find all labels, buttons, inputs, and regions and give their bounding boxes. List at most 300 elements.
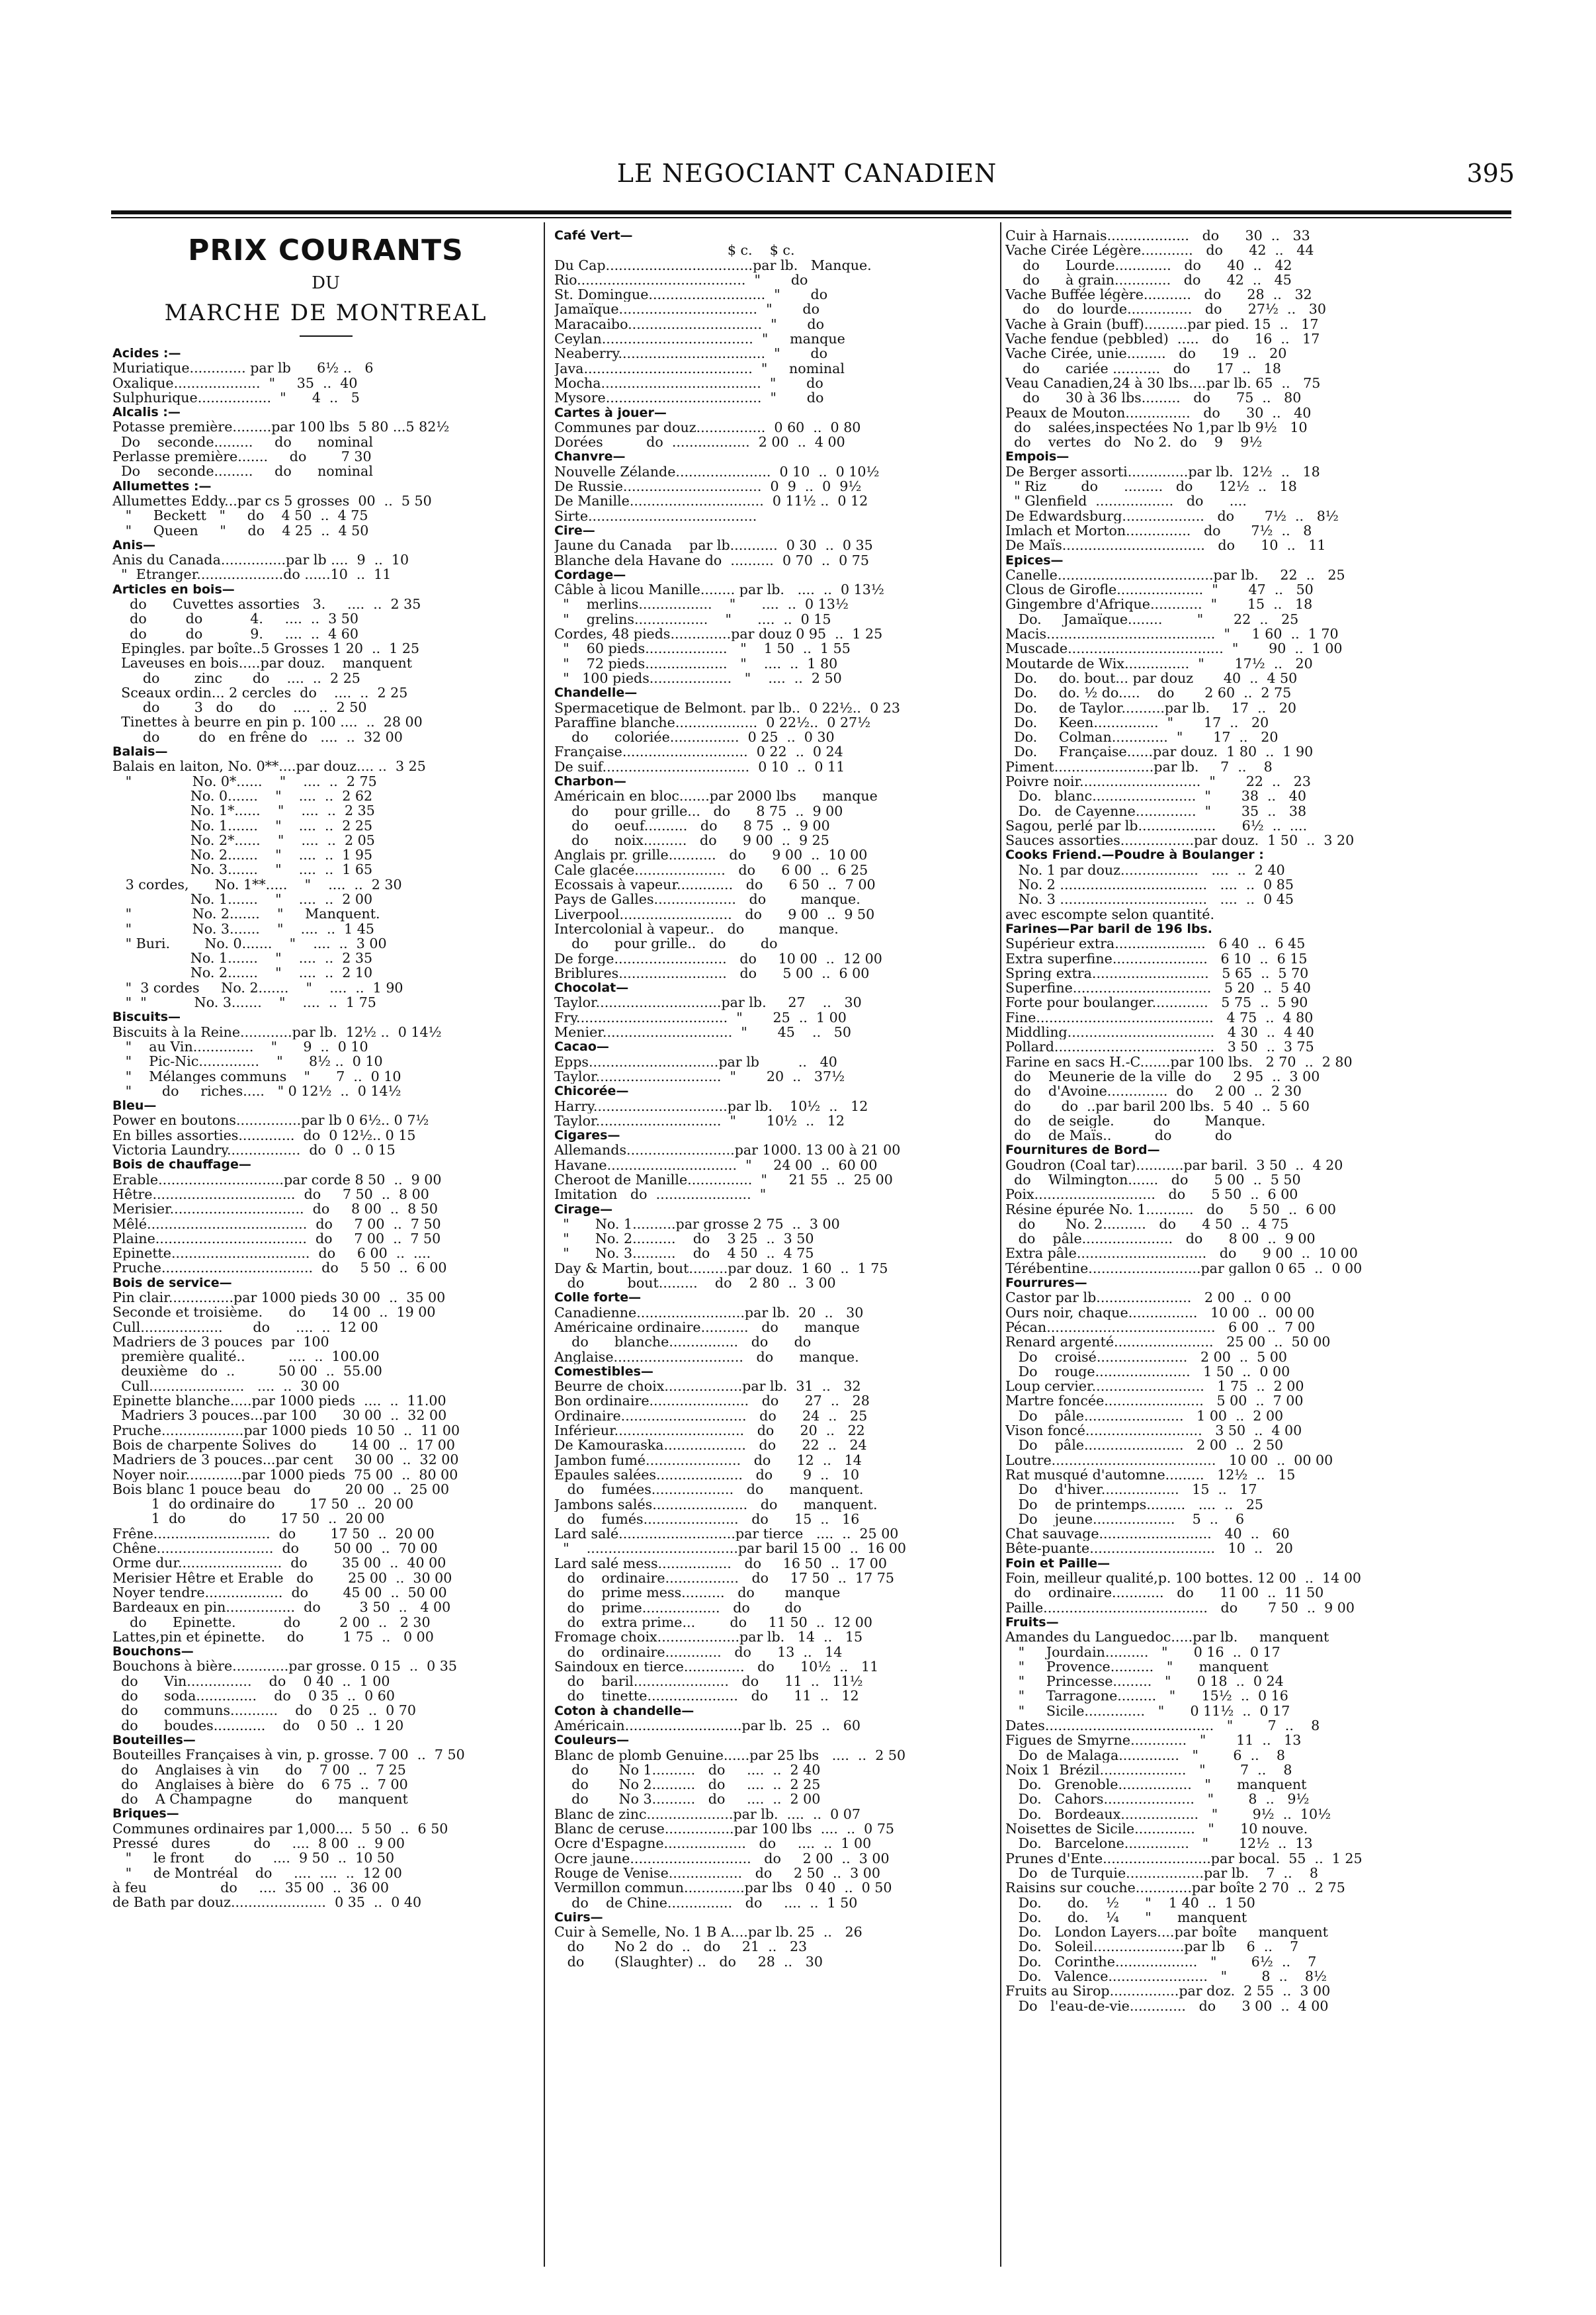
price-line: Anis du Canada...............par lb .... 9 .. 10: [112, 552, 409, 568]
price-line: Vache Cirée Légère............ do 42 .. 44: [1005, 243, 1314, 258]
price-line: Jamaïque................................ " do: [554, 302, 820, 317]
section-heading: Coton à chandelle—: [554, 1703, 694, 1718]
section-heading: Bois de chauffage—: [112, 1157, 251, 1172]
price-line: Do l'eau-de-vie............. do 3 00 .. 4 00: [1005, 1998, 1329, 2013]
price-line: Middling.................................. 4 30 .. 4 40: [1005, 1025, 1314, 1040]
price-line: do A Champagne do manquent: [112, 1792, 408, 1807]
price-line: Cuir à Harnais................... do 30 .. 33: [1005, 228, 1310, 243]
price-line: Figues de Smyrne............. " 11 .. 13: [1005, 1733, 1302, 1748]
price-line: Chat sauvage.......................... 40 .. 60: [1005, 1526, 1290, 1542]
price-line: Do. Française......par douz. 1 80 .. 1 90: [1005, 744, 1314, 760]
price-line: do No 2 do .. do 21 .. 23: [554, 1939, 808, 1954]
price-line: Pruche...................par 1000 pieds 10 50 .. 11 00: [112, 1422, 460, 1438]
price-line: No. 2....... " .... .. 1 95: [112, 848, 373, 863]
column-1-lines: [112, 346, 539, 1909]
price-line: Cordes, 48 pieds..............par douz 0 95 .. 1 25: [554, 627, 883, 642]
page-header: [99, 159, 1515, 198]
price-line: Supérieur extra..................... 6 40 .. 6 45: [1005, 936, 1306, 951]
price-line: Ocre d'Espagne................... do .... .. 1 00: [554, 1836, 872, 1851]
price-line: Loutre...................................... 10 00 .. 00 00: [1005, 1452, 1333, 1467]
price-line: Merisier Hêtre et Erable do 25 00 .. 30 00: [112, 1570, 452, 1585]
price-line: Balais en laiton, No. 0**....par douz.... .. 3 25: [112, 759, 426, 774]
price-line: Do. Jamaïque........ " 22 .. 25: [1005, 611, 1299, 627]
price-line: Do. Colman............. " 17 .. 20: [1005, 730, 1279, 745]
price-line: do No 2.......... do .... .. 2 25: [554, 1777, 821, 1792]
price-line: Do rouge...................... 1 50 .. 0 00: [1005, 1364, 1290, 1379]
price-line: Power en boutons...............par lb 0 6½.. 0 7½: [112, 1113, 429, 1128]
price-line: Communes par douz................ 0 60 .. 0 80: [554, 419, 861, 435]
price-line: Vache fendue (pebbled) ..... do 16 .. 17: [1005, 331, 1320, 347]
price-line: do prime mess.......... do manque: [554, 1585, 841, 1600]
price-line: " Tarragone......... " 15½ .. 0 16: [1005, 1688, 1288, 1704]
section-heading: Bouchons—: [112, 1644, 194, 1659]
price-line: " 60 pieds................... " 1 50 .. 1 55: [554, 641, 851, 656]
masthead-du: DU: [312, 273, 340, 293]
price-line: Vermillon commun..............par lbs 0 40 .. 0 50: [554, 1880, 892, 1896]
price-line: Clous de Girofle.................... " 47 .. 50: [1005, 582, 1314, 597]
price-line: Allumettes Eddy...par cs 5 grosses 00 .. 5 50: [112, 493, 432, 509]
price-line: do Meunerie de la ville do 2 95 .. 3 00: [1005, 1069, 1320, 1084]
price-line: Epps..............................par lb .. 40: [554, 1054, 837, 1069]
price-line: do pour grille... do 8 75 .. 9 00: [554, 803, 843, 818]
price-line: " Glenfield .................. do ....: [1005, 494, 1247, 509]
price-line: Seconde et troisième. do 14 00 .. 19 00: [112, 1305, 436, 1320]
price-line: Loup cervier.......................... 1 75 .. 2 00: [1005, 1379, 1304, 1394]
section-heading: Acides :—: [112, 346, 181, 361]
masthead-marche: MARCHE DE MONTREAL: [164, 300, 487, 326]
section-heading: Bois de service—: [112, 1275, 232, 1290]
price-line: do do ..par baril 200 lbs. 5 40 .. 5 60: [1005, 1098, 1310, 1114]
price-line: Poix............................ do 5 50 .. 6 00: [1005, 1187, 1298, 1202]
price-line: Do. Bordeaux.................. " 9½ .. 10½: [1005, 1806, 1331, 1822]
section-heading: Cacao—: [554, 1039, 609, 1055]
price-line: Cheroot de Manille............... " 21 55 .. 25 00: [554, 1172, 893, 1188]
price-line: Blanc de ceruse................par 100 lbs .... .. 0 75: [554, 1821, 895, 1837]
price-line: Potasse première.........par 100 lbs 5 80 ...5 82½: [112, 419, 450, 435]
price-line: do No 1.......... do .... .. 2 40: [554, 1762, 821, 1778]
price-line: do boudes............ do 0 50 .. 1 20: [112, 1718, 404, 1733]
price-line: Noix 1 Brézil.................... " 7 .. 8: [1005, 1762, 1292, 1778]
price-line: Pin clair...............par 1000 pieds 30 00 .. 35 00: [112, 1290, 446, 1305]
price-line: Intercolonial à vapeur.. do manque.: [554, 921, 839, 937]
price-line: " 3 cordes No. 2....... " .... .. 1 90: [112, 980, 403, 996]
price-line: De Maïs................................. do 10 .. 11: [1005, 538, 1326, 553]
price-line: Pécan....................................... 6 00 .. 7 00: [1005, 1319, 1316, 1335]
price-line: $ c. $ c.: [554, 243, 795, 258]
price-line: " Sicile.............. " 0 11½ .. 0 17: [1005, 1703, 1290, 1718]
price-line: Vache à Grain (buff)..........par pied. 15 .. 17: [1005, 316, 1319, 332]
price-line: deuxième do .. 50 00 .. 55.00: [112, 1364, 382, 1379]
price-line: Américain en bloc.......par 2000 lbs manque: [554, 789, 878, 804]
price-line: Taylor.............................par lb. 27 .. 30: [554, 995, 862, 1010]
price-line: Veau Canadien,24 à 30 lbs....par lb. 65 .. 75: [1005, 375, 1321, 391]
price-line: Blanc de zinc....................par lb. .... .. 0 07: [554, 1806, 861, 1822]
price-line: No. 2....... " .... .. 2 10: [112, 965, 373, 981]
price-line: " de Montréal do .... .... .. 12 00: [112, 1865, 402, 1880]
price-line: Lard salé mess................. do 16 50 .. 17 00: [554, 1555, 887, 1571]
price-line: do pour grille.. do do: [554, 936, 778, 951]
price-line: Bête-puante............................. 10 .. 20: [1005, 1541, 1293, 1556]
price-line: première qualité.. .... .. 100.00: [112, 1349, 380, 1364]
price-line: Do de printemps......... .... .. 25: [1005, 1497, 1264, 1512]
price-line: do communs........... do 0 25 .. 0 70: [112, 1703, 416, 1718]
price-line: De Edwardsburg................... do 7½ .. 8½: [1005, 508, 1339, 523]
price-line: do fumés...................... do 15 .. 16: [554, 1511, 860, 1527]
price-line: " Queen " do 4 25 .. 4 50: [112, 523, 369, 538]
price-line: do soda.............. do 0 35 .. 0 60: [112, 1688, 395, 1704]
section-heading: Chocolat—: [554, 981, 629, 996]
price-line: Noisettes de Sicile.............. " 10 nouve.: [1005, 1821, 1308, 1837]
price-line: " No. 2.......... do 3 25 .. 3 50: [554, 1231, 814, 1246]
price-line: do tinette..................... do 11 .. 12: [554, 1688, 859, 1704]
price-line: do do 9. .... .. 4 60: [112, 626, 358, 641]
price-line: Java....................................... " nominal: [554, 361, 845, 376]
price-line: " Mélanges communs " 7 .. 0 10: [112, 1069, 401, 1084]
price-line: Ocre jaune............................ do 2 00 .. 3 00: [554, 1851, 890, 1866]
price-line: Do. Valence....................... " 8 .. 8½: [1005, 1969, 1327, 1984]
price-line: Frêne........................... do 17 50 .. 20 00: [112, 1526, 435, 1542]
price-line: Blanche dela Havane do .......... 0 70 .. 0 75: [554, 552, 869, 568]
price-line: do blanche................ do do: [554, 1334, 812, 1350]
price-line: Muriatique............. par lb 6½ .. 6: [112, 361, 374, 376]
price-line: Dorées do .................. 2 00 .. 4 00: [554, 435, 845, 450]
journal-title: LE NEGOCIANT CANADIEN: [616, 159, 997, 188]
price-line: Moutarde de Wix............... " 17½ .. 20: [1005, 656, 1313, 671]
price-line: Noyer tendre.................. do 45 00 .. 50 00: [112, 1585, 447, 1600]
price-line: do Wilmington....... do 5 00 .. 5 50: [1005, 1172, 1301, 1188]
price-line: " grelins................. " .... .. 0 15: [554, 611, 831, 627]
price-line: Oxalique.................... " 35 .. 40: [112, 375, 358, 390]
price-line: Taylor............................. " 10½ .. 12: [554, 1113, 845, 1129]
price-line: do coloriée................ 0 25 .. 0 30: [554, 730, 835, 745]
price-line: do oeuf.......... do 8 75 .. 9 00: [554, 818, 830, 834]
price-line: Bois blanc 1 pouce beau do 20 00 .. 25 00: [112, 1481, 450, 1497]
price-line: Extra pâle.............................. do 9 00 .. 10 00: [1005, 1246, 1358, 1261]
price-line: Castor par lb...................... 2 00 .. 0 00: [1005, 1290, 1291, 1305]
price-line: Rat musqué d'automne......... 12½ .. 15: [1005, 1467, 1296, 1483]
price-line: do bout......... do 2 80 .. 3 00: [554, 1276, 836, 1291]
price-line: No. 2*...... " .... .. 2 05: [112, 832, 375, 848]
price-line: Do pâle....................... 2 00 .. 2 50: [1005, 1438, 1284, 1453]
price-line: Renard argenté....................... 25 00 .. 50 00: [1005, 1334, 1331, 1350]
price-line: Dates....................................... " 7 .. 8: [1005, 1718, 1320, 1733]
price-line: do ordinaire............ do 11 00 .. 11 50: [1005, 1585, 1324, 1600]
price-line: Martre foncée....................... 5 00 .. 7 00: [1005, 1393, 1304, 1409]
price-line: Sulphurique................. " 4 .. 5: [112, 390, 360, 406]
section-heading: Cordage—: [554, 567, 626, 582]
price-line: do Epinette. do 2 00 .. 2 30: [112, 1614, 431, 1630]
section-heading: Articles en bois—: [112, 582, 235, 597]
section-heading: Biscuits—: [112, 1010, 181, 1025]
price-line: Bouchons à bière.............par grosse. 0 15 .. 0 35: [112, 1659, 457, 1674]
price-line: Canadienne.........................par lb. 20 .. 30: [554, 1305, 864, 1320]
section-heading: Epices—: [1005, 552, 1064, 568]
price-line: Mocha..................................... " do: [554, 375, 823, 391]
price-line: do baril...................... do 11 .. 11½: [554, 1674, 863, 1689]
price-line: Do. do. ½ " 1 40 .. 1 50: [1005, 1895, 1255, 1910]
price-line: Do. do. ½ do..... do 2 60 .. 2 75: [1005, 685, 1292, 701]
price-line: Amandes du Languedoc.....par lb. manquent: [1005, 1630, 1329, 1645]
price-line: " Riz do ......... do 12½ .. 18: [1005, 479, 1297, 494]
price-line: Menier.............................. " 45 .. 50: [554, 1025, 851, 1040]
price-line: Superfine................................ 5 20 .. 5 40: [1005, 981, 1311, 996]
section-heading: Comestibles—: [554, 1364, 653, 1379]
price-line: Extra superfine...................... 6 10 .. 6 15: [1005, 951, 1308, 966]
header-rule: [111, 210, 1511, 214]
price-line: do 3 do do .... .. 2 50: [112, 700, 367, 715]
price-line: No. 0....... " .... .. 2 62: [112, 788, 373, 804]
price-line: Blanc de plomb Genuine......par 25 lbs .... .. 2 50: [554, 1747, 906, 1763]
price-line: Fruits au Sirop................par doz. 2 55 .. 3 00: [1005, 1984, 1331, 1999]
price-line: do vertes do No 2. do 9 9½: [1005, 435, 1263, 450]
price-line: de Bath par douz...................... 0 35 .. 0 40: [112, 1895, 422, 1910]
price-line: " do riches..... " 0 12½ .. 0 14½: [112, 1083, 401, 1099]
section-heading: Fourrures—: [1005, 1276, 1087, 1291]
price-line: Inférieur.............................. do 20 .. 22: [554, 1423, 865, 1438]
section-heading: Cirage—: [554, 1201, 613, 1217]
price-line: Do. Grenoble................. " manquent: [1005, 1777, 1307, 1792]
price-line: Sagou, perlé par lb.................. 6½ .. ....: [1005, 818, 1308, 834]
price-line: No. 1*...... " .... .. 2 35: [112, 803, 375, 818]
price-line: Du Cap..................................par lb. Manque.: [554, 257, 872, 273]
price-line: Spring extra........................... 5 65 .. 5 70: [1005, 965, 1309, 981]
price-line: Nouvelle Zélande...................... 0 10 .. 0 10½: [554, 464, 880, 480]
price-line: Laveuses en bois.....par douz. manquent: [112, 656, 412, 671]
price-line: do No 3.......... do .... .. 2 00: [554, 1792, 821, 1807]
price-line: Câble à licou Manille........ par lb. .... .. 0 13½: [554, 582, 884, 597]
price-line: Prunes d'Ente.........................par bocal. 55 .. 1 25: [1005, 1851, 1363, 1866]
price-line: Résine épurée No. 1........... do 5 50 .. 6 00: [1005, 1201, 1336, 1217]
price-line: do Cuvettes assorties 3. .... .. 2 35: [112, 597, 421, 612]
price-line: do Anglaises à vin do 7 00 .. 7 25: [112, 1762, 406, 1777]
price-line: 1 do ordinaire do 17 50 .. 20 00: [112, 1497, 414, 1512]
price-line: Do de Turquie..................par lb. 7 .. 8: [1005, 1865, 1318, 1881]
price-line: Erable.............................par corde 8 50 .. 9 00: [112, 1172, 442, 1187]
column-3: [1005, 228, 1465, 2266]
price-line: " ...................................par baril 15 00 .. 16 00: [554, 1541, 906, 1556]
price-line: do 30 à 36 lbs......... do 75 .. 80: [1005, 390, 1302, 406]
price-line: " No. 2....... " Manquent.: [112, 906, 380, 922]
price-line: Do. blanc........................ " 38 .. 40: [1005, 789, 1306, 804]
price-line: No. 1....... " .... .. 2 00: [112, 891, 373, 907]
price-line: No. 3....... " .... .. 1 65: [112, 862, 373, 877]
price-line: En billes assorties............. do 0 12½.. 0 15: [112, 1127, 416, 1143]
price-line: Do pâle....................... 1 00 .. 2 00: [1005, 1408, 1284, 1424]
price-line: Do. de Cayenne.............. " 35 .. 38: [1005, 803, 1307, 818]
price-line: Do jeune................... 5 .. 6: [1005, 1511, 1245, 1527]
price-line: " Etranger....................do ......10 .. 11: [112, 567, 392, 582]
price-line: Pressé dures do .... 8 00 .. 9 00: [112, 1835, 405, 1851]
price-line: Spermacetique de Belmont. par lb.. 0 22½.. 0 23: [554, 700, 900, 715]
price-line: Pruche................................... do 5 50 .. 6 00: [112, 1260, 447, 1276]
price-line: Do. Cahors..................... " 8 .. 9½: [1005, 1792, 1310, 1807]
price-line: Biscuits à la Reine............par lb. 12½ .. 0 14½: [112, 1024, 442, 1039]
price-line: Do. do. bout... par douz 40 .. 4 50: [1005, 670, 1298, 686]
page-number: 395: [1466, 159, 1515, 188]
price-line: Rouge de Venise................. do 2 50 .. 3 00: [554, 1865, 880, 1881]
price-line: Paraffine blanche................... 0 22½.. 0 27½: [554, 715, 871, 730]
section-heading: Foin et Paille—: [1005, 1555, 1111, 1571]
price-line: Bois de charpente Solives do 14 00 .. 17 00: [112, 1437, 456, 1453]
section-heading: Briques—: [112, 1806, 179, 1821]
price-line: " No. 0*...... " .... .. 2 75: [112, 773, 377, 789]
price-line: Epinette blanche.....par 1000 pieds .... .. 11.00: [112, 1393, 446, 1409]
price-line: Forte pour boulanger............. 5 75 .. 5 90: [1005, 995, 1308, 1010]
price-line: Lattes,pin et épinette. do 1 75 .. 0 00: [112, 1629, 434, 1645]
price-line: Sceaux ordin... 2 cercles do .... .. 2 25: [112, 685, 408, 701]
price-line: do cariée ........... do 17 .. 18: [1005, 361, 1281, 376]
price-line: " No. 1..........par grosse 2 75 .. 3 00: [554, 1216, 840, 1232]
price-line: No. 2 .................................. .... .. 0 85: [1005, 877, 1294, 893]
section-heading: Chandelle—: [554, 685, 638, 701]
price-line: " au Vin.............. " 9 .. 0 10: [112, 1039, 368, 1055]
price-line: " Jourdain.......... " 0 16 .. 0 17: [1005, 1644, 1281, 1659]
price-line: Imlach et Morton............... do 7½ .. 8: [1005, 523, 1312, 539]
price-line: No. 1....... " .... .. 2 25: [112, 818, 373, 833]
price-line: Beurre de choix..................par lb. 31 .. 32: [554, 1379, 861, 1394]
price-line: do Vin............... do 0 40 .. 1 00: [112, 1673, 390, 1689]
section-heading: Bouteilles—: [112, 1732, 196, 1747]
price-line: Cale glacée..................... do 6 00 .. 6 25: [554, 862, 868, 878]
price-line: Victoria Laundry................. do 0 .. 0 15: [112, 1143, 396, 1158]
section-heading: Farines—Par baril de 196 lbs.: [1005, 921, 1212, 936]
price-line: Do croisé..................... 2 00 .. 5 00: [1005, 1349, 1287, 1364]
price-line: Anglais pr. grille........... do 9 00 .. 10 00: [554, 848, 868, 863]
price-line: De forge.......................... do 10 00 .. 12 00: [554, 951, 882, 966]
price-line: do extra prime... do 11 50 .. 12 00: [554, 1614, 872, 1630]
section-heading: Café Vert—: [554, 228, 633, 243]
price-line: " " No. 3....... " .... .. 1 75: [112, 995, 376, 1010]
price-line: do salées,inspectées No 1,par lb 9½ 10: [1005, 419, 1308, 435]
price-line: do (Slaughter) .. do 28 .. 30: [554, 1954, 823, 1970]
price-line: do d'Avoine.............. do 2 00 .. 2 30: [1005, 1084, 1302, 1099]
price-line: do fumées................... do manquent.: [554, 1482, 864, 1497]
price-line: Do seconde......... do nominal: [112, 464, 373, 479]
column-divider-1: [544, 222, 545, 2267]
section-heading: Alcalis :—: [112, 405, 181, 420]
price-line: Bon ordinaire....................... do 27 .. 28: [554, 1393, 870, 1409]
column-1: [112, 228, 539, 2266]
price-line: " 72 pieds................... " .... .. 1 80: [554, 656, 838, 671]
price-line: Pollard..................................... 3 50 .. 3 75: [1005, 1039, 1314, 1055]
price-line: Sauces assorties.................par douz. 1 50 .. 3 20: [1005, 833, 1355, 848]
price-line: Peaux de Mouton............... do 30 .. 40: [1005, 405, 1312, 420]
price-line: Muscade.................................... " 90 .. 1 00: [1005, 641, 1343, 656]
price-line: Do. Barcelone............... " 12½ .. 13: [1005, 1836, 1313, 1851]
price-line: Neaberry.................................. " do: [554, 346, 827, 361]
price-line: Madriers de 3 pouces...par cent 30 00 .. 32 00: [112, 1452, 459, 1467]
section-heading: Cuirs—: [554, 1909, 603, 1925]
price-line: Maracaibo............................... " do: [554, 316, 825, 332]
price-line: Saindoux en tierce.............. do 10½ .. 11: [554, 1659, 879, 1675]
price-line: do do lourde............... do 27½ .. 30: [1005, 302, 1326, 317]
price-line: Ours noir, chaque................ 10 00 .. 00 00: [1005, 1305, 1315, 1320]
price-line: Cull................... do .... .. 12 00: [112, 1319, 378, 1334]
price-line: Macis....................................... " 1 60 .. 1 70: [1005, 627, 1339, 642]
price-line: Américain...........................par lb. 25 .. 60: [554, 1718, 861, 1733]
price-line: Mêlé..................................... do 7 00 .. 7 50: [112, 1216, 441, 1231]
price-line: à feu do .... 35 00 .. 36 00: [112, 1880, 389, 1896]
section-heading: Chanvre—: [554, 449, 626, 464]
price-line: Vison foncé........................... 3 50 .. 4 00: [1005, 1423, 1302, 1438]
price-line: Anglaise.............................. do manque.: [554, 1349, 859, 1364]
price-line: do zinc do .... .. 2 25: [112, 670, 360, 685]
price-line: Taylor............................. " 20 .. 37½: [554, 1069, 845, 1084]
price-line: Mysore.................................... " do: [554, 390, 824, 406]
price-line: do prime.................. do do: [554, 1600, 802, 1615]
price-line: Vache Cirée, unie......... do 19 .. 20: [1005, 346, 1287, 361]
section-heading: Cire—: [554, 523, 595, 538]
price-line: Do seconde......... do nominal: [112, 434, 373, 450]
price-line: 1 do do 17 50 .. 20 00: [112, 1511, 385, 1526]
price-line: Do. Keen............... " 17 .. 20: [1005, 715, 1269, 730]
price-line: Française............................. 0 22 .. 0 24: [554, 744, 843, 760]
price-line: Allemands.........................par 1000. 13 00 à 21 00: [554, 1143, 901, 1158]
price-line: Noyer noir.............par 1000 pieds 75 00 .. 80 00: [112, 1467, 458, 1482]
price-line: No. 3 .................................. .... .. 0 45: [1005, 892, 1294, 907]
price-line: Bardeaux en pin................ do 3 50 .. 4 00: [112, 1600, 451, 1615]
price-line: Harry...............................par lb. 10½ .. 12: [554, 1098, 868, 1114]
section-heading: Fournitures de Bord—: [1005, 1143, 1160, 1158]
column-2: [554, 228, 1011, 2266]
section-heading: Fruits—: [1005, 1614, 1059, 1630]
price-line: Communes ordinaires par 1,000.... 5 50 .. 6 50: [112, 1821, 448, 1836]
price-line: do noix.......... do 9 00 .. 9 25: [554, 833, 829, 848]
price-line: Jambons salés...................... do manquent.: [554, 1497, 878, 1512]
price-line: Merisier............................... do 8 00 .. 8 50: [112, 1201, 438, 1217]
price-line: " 100 pieds................... " .... .. 2 50: [554, 670, 842, 686]
price-line: Perlasse première....... do 7 30: [112, 449, 372, 464]
price-line: Rio....................................... " do: [554, 272, 808, 288]
price-line: 3 cordes, No. 1**..... " .... .. 2 30: [112, 877, 402, 892]
section-heading: Allumettes :—: [112, 478, 212, 494]
price-line: " merlins................. " .... .. 0 13½: [554, 597, 849, 612]
price-line: Epaules salées.................... do 9 .. 10: [554, 1467, 860, 1483]
price-line: Vache Buffée légère........... do 28 .. 32: [1005, 287, 1312, 302]
price-line: Imitation do ...................... ": [554, 1187, 767, 1202]
price-line: Piment.......................par lb. 7 .. 8: [1005, 759, 1273, 774]
price-line: Goudron (Coal tar)...........par baril. 3 50 .. 4 20: [1005, 1157, 1343, 1172]
section-heading: Bleu—: [112, 1098, 157, 1114]
price-line: do Anglaises à bière do 6 75 .. 7 00: [112, 1776, 408, 1792]
price-line: " Princesse......... " 0 18 .. 0 24: [1005, 1674, 1284, 1689]
section-heading: Cigares—: [554, 1128, 620, 1143]
price-line: do do 4. .... .. 3 50: [112, 611, 358, 627]
price-line: do Lourde............. do 40 .. 42: [1005, 257, 1292, 273]
price-line: Jambon fumé...................... do 12 .. 14: [554, 1452, 862, 1467]
price-line: " Beckett " do 4 50 .. 4 75: [112, 508, 368, 523]
price-line: Ecossais à vapeur............. do 6 50 .. 7 00: [554, 877, 876, 893]
price-line: De Berger assorti..............par lb. 12½ .. 18: [1005, 464, 1320, 480]
section-heading: Colle forte—: [554, 1290, 642, 1305]
price-line: Bouteilles Françaises à vin, p. grosse. 7 00 .. 7 50: [112, 1747, 465, 1763]
price-line: do à grain............. do 42 .. 45: [1005, 272, 1292, 288]
section-heading: Cooks Friend.—Poudre à Boulanger :: [1005, 848, 1264, 863]
price-line: Do d'hiver.................. 15 .. 17: [1005, 1482, 1257, 1497]
section-heading: Couleurs—: [554, 1733, 630, 1748]
price-line: Cuir à Semelle, No. 1 B A....par lb. 25 .. 26: [554, 1925, 862, 1940]
section-heading: Charbon—: [554, 773, 626, 789]
price-line: De Russie................................ 0 9 .. 0 9½: [554, 479, 862, 494]
price-line: Américaine ordinaire........... do manque: [554, 1319, 860, 1335]
price-line: Térébentine..........................par gallon 0 65 .. 0 00: [1005, 1260, 1363, 1276]
price-line: Do. do. ¼ " manquent: [1005, 1909, 1247, 1925]
section-heading: Cartes à jouer—: [554, 405, 667, 420]
column-2-lines: [554, 228, 1011, 1969]
price-line: Ordinaire............................. do 24 .. 25: [554, 1408, 868, 1424]
price-line: do do en frêne do .... .. 32 00: [112, 729, 403, 745]
price-line: do de seigle. do Manque.: [1005, 1113, 1266, 1129]
